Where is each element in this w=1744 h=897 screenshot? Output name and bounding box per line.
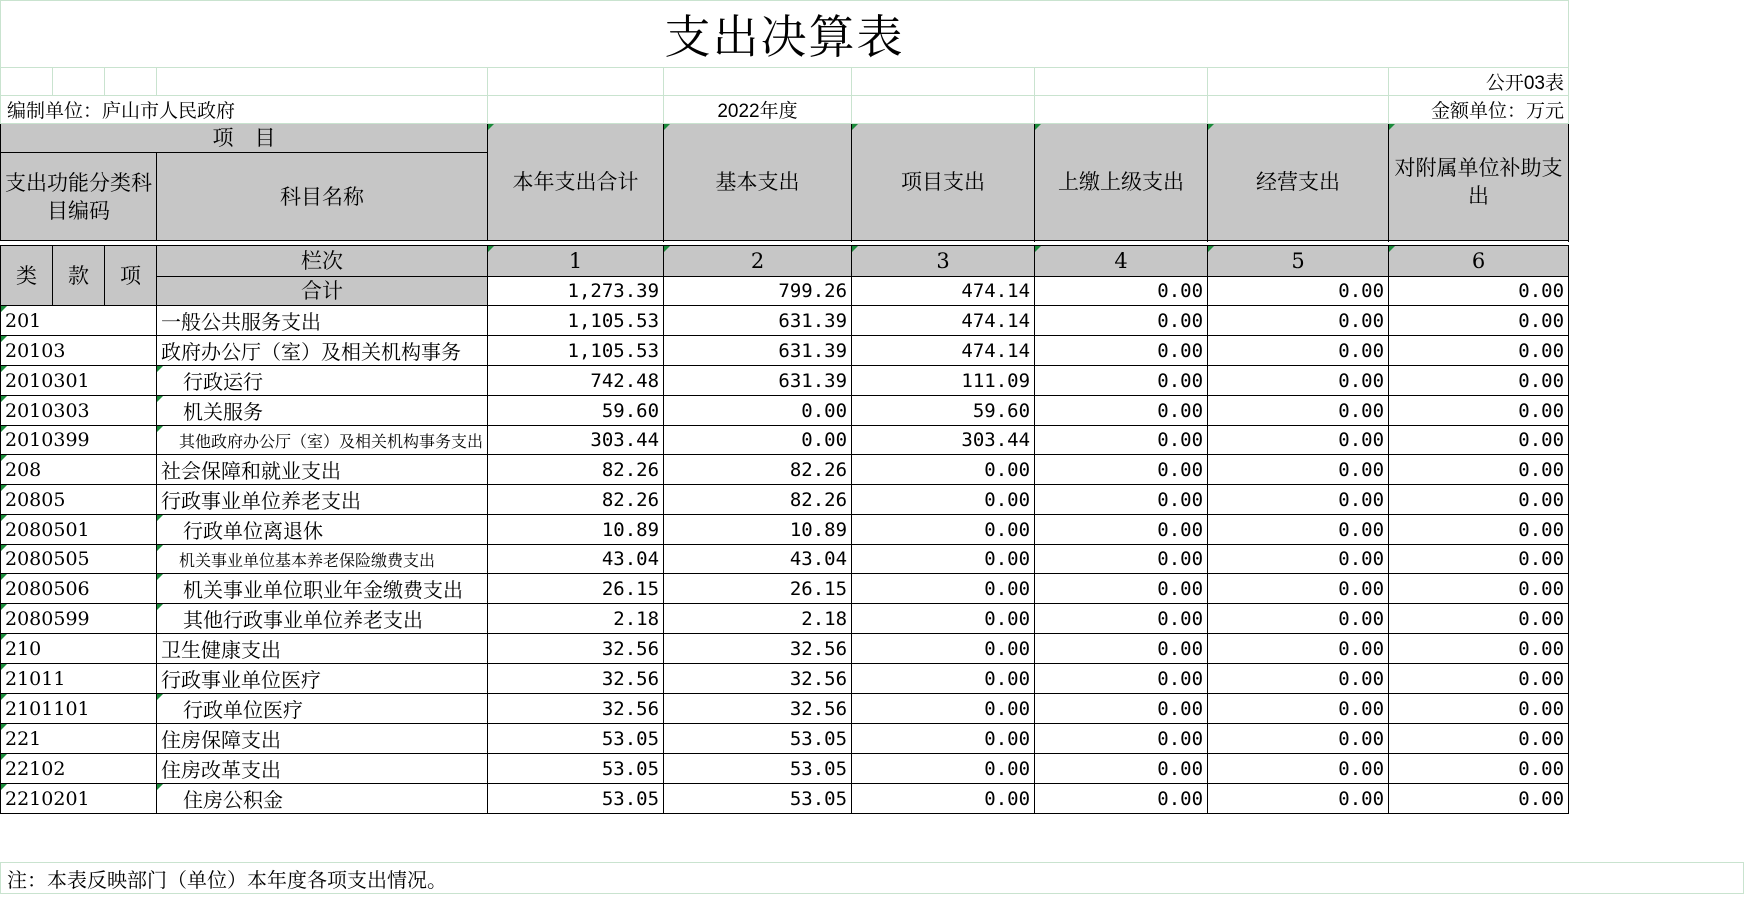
- row-value: 0.00: [1389, 694, 1569, 724]
- row-value: 0.00: [852, 634, 1035, 664]
- row-value: 0.00: [1389, 515, 1569, 545]
- row-code: 208: [1, 455, 157, 485]
- row-code: 22102: [1, 754, 157, 784]
- row-subject-name: 行政事业单位医疗: [157, 664, 488, 694]
- total-cell: 474.14: [852, 277, 1035, 306]
- row-code: 2210201: [1, 784, 157, 814]
- row-value: 0.00: [852, 664, 1035, 694]
- row-subject-name: 住房改革支出: [157, 754, 488, 784]
- footnote: 注：本表反映部门（单位）本年度各项支出情况。: [7, 867, 447, 892]
- row-subject-name: 行政运行: [157, 366, 488, 396]
- row-value: 0.00: [1208, 724, 1389, 754]
- row-value: 0.00: [1035, 574, 1208, 604]
- row-value: 303.44: [488, 426, 664, 455]
- table-row: [1, 724, 1569, 754]
- col-num-4: 4: [1035, 246, 1208, 277]
- row-value: 0.00: [1389, 664, 1569, 694]
- row-value: 53.05: [664, 724, 852, 754]
- currency-unit: 金额单位：万元: [1389, 96, 1569, 124]
- row-value: 0.00: [1035, 515, 1208, 545]
- row-value: 53.05: [488, 724, 664, 754]
- header-total: 本年支出合计: [488, 124, 664, 241]
- row-value: 0.00: [1389, 396, 1569, 426]
- row-value: 82.26: [664, 455, 852, 485]
- row-value: 1,105.53: [488, 336, 664, 366]
- row-value: 82.26: [664, 485, 852, 515]
- total-label: 合计: [157, 277, 488, 306]
- total-cell: 0.00: [1208, 277, 1389, 306]
- row-value: 2.18: [664, 604, 852, 634]
- row-subject-name: 其他政府办公厅（室）及相关机构事务支出: [157, 426, 488, 455]
- row-value: 0.00: [1035, 784, 1208, 814]
- table-row: [1, 336, 1569, 366]
- header-xiang: 项: [105, 246, 157, 306]
- row-value: 32.56: [664, 694, 852, 724]
- row-value: 0.00: [1389, 604, 1569, 634]
- row-value: 474.14: [852, 336, 1035, 366]
- table-row: [1, 604, 1569, 634]
- header-lei: 类: [1, 246, 53, 306]
- row-value: 0.00: [1035, 336, 1208, 366]
- table-row: [1, 366, 1569, 396]
- row-code: 2010303: [1, 396, 157, 426]
- table-row: [1, 426, 1569, 455]
- row-value: 10.89: [664, 515, 852, 545]
- header-kuan: 款: [53, 246, 105, 306]
- row-code: 2080501: [1, 515, 157, 545]
- row-value: 0.00: [1035, 754, 1208, 784]
- row-value: 26.15: [664, 574, 852, 604]
- row-value: 0.00: [1208, 336, 1389, 366]
- row-value: 32.56: [664, 664, 852, 694]
- row-code: 2080599: [1, 604, 157, 634]
- header-project-spend: 项目支出: [852, 124, 1035, 241]
- row-value: 2.18: [488, 604, 664, 634]
- table-row: [1, 754, 1569, 784]
- table-row: [1, 574, 1569, 604]
- row-value: 0.00: [1035, 485, 1208, 515]
- row-value: 0.00: [1389, 724, 1569, 754]
- preparing-unit: 编制单位：庐山市人民政府: [1, 96, 488, 124]
- row-value: 32.56: [488, 694, 664, 724]
- row-value: 631.39: [664, 306, 852, 336]
- row-value: 53.05: [664, 754, 852, 784]
- table-row: [1, 515, 1569, 545]
- row-value: 0.00: [1208, 574, 1389, 604]
- row-code: 20103: [1, 336, 157, 366]
- header-lanci: 栏次: [157, 246, 488, 277]
- row-value: 0.00: [1389, 754, 1569, 784]
- row-value: 0.00: [852, 754, 1035, 784]
- table-row: [1, 306, 1569, 336]
- col-num-6: 6: [1389, 246, 1569, 277]
- col-num-2: 2: [664, 246, 852, 277]
- row-value: 32.56: [488, 634, 664, 664]
- fiscal-year: 2022年度: [664, 96, 852, 124]
- row-value: 0.00: [1208, 515, 1389, 545]
- row-subject-name: 住房保障支出: [157, 724, 488, 754]
- row-value: 0.00: [1389, 784, 1569, 814]
- table-row: [1, 545, 1569, 574]
- row-code: 20805: [1, 485, 157, 515]
- table-row: [1, 396, 1569, 426]
- row-value: 0.00: [1035, 455, 1208, 485]
- row-subject-name: 其他行政事业单位养老支出: [157, 604, 488, 634]
- row-subject-name: 住房公积金: [157, 784, 488, 814]
- row-value: 32.56: [664, 634, 852, 664]
- row-value: 631.39: [664, 366, 852, 396]
- row-value: 0.00: [1035, 426, 1208, 455]
- header-project: 项 目: [1, 124, 488, 153]
- row-value: 53.05: [488, 784, 664, 814]
- total-row: [1, 277, 1569, 306]
- row-value: 0.00: [664, 426, 852, 455]
- col-num-5: 5: [1208, 246, 1389, 277]
- row-value: 59.60: [852, 396, 1035, 426]
- row-value: 0.00: [1208, 754, 1389, 784]
- row-value: 32.56: [488, 664, 664, 694]
- row-value: 0.00: [1035, 545, 1208, 574]
- row-value: 53.05: [664, 784, 852, 814]
- row-subject-name: 卫生健康支出: [157, 634, 488, 664]
- row-value: 0.00: [1389, 545, 1569, 574]
- row-value: 0.00: [1208, 366, 1389, 396]
- row-value: 0.00: [1208, 604, 1389, 634]
- footnote-row: [0, 862, 1744, 894]
- table-row: [1, 784, 1569, 814]
- row-value: 53.05: [488, 754, 664, 784]
- row-code: 2101101: [1, 694, 157, 724]
- row-value: 0.00: [1389, 634, 1569, 664]
- row-value: 0.00: [1208, 455, 1389, 485]
- row-value: 742.48: [488, 366, 664, 396]
- header-upper: 上缴上级支出: [1035, 124, 1208, 241]
- row-subject-name: 一般公共服务支出: [157, 306, 488, 336]
- row-value: 0.00: [1389, 336, 1569, 366]
- row-value: 0.00: [1208, 634, 1389, 664]
- header-subject-name: 科目名称: [157, 153, 488, 241]
- row-value: 59.60: [488, 396, 664, 426]
- row-value: 0.00: [1208, 306, 1389, 336]
- row-subject-name: 行政单位离退休: [157, 515, 488, 545]
- row-value: 0.00: [1035, 724, 1208, 754]
- row-value: 0.00: [1035, 604, 1208, 634]
- row-value: 0.00: [1389, 426, 1569, 455]
- row-value: 0.00: [1035, 306, 1208, 336]
- row-value: 0.00: [1208, 545, 1389, 574]
- row-value: 0.00: [1208, 694, 1389, 724]
- row-value: 0.00: [1035, 396, 1208, 426]
- row-value: 0.00: [1389, 306, 1569, 336]
- table-row: [1, 664, 1569, 694]
- row-value: 10.89: [488, 515, 664, 545]
- row-subject-name: 行政单位医疗: [157, 694, 488, 724]
- row-value: 0.00: [1208, 664, 1389, 694]
- row-value: 0.00: [1035, 694, 1208, 724]
- row-code: 2080506: [1, 574, 157, 604]
- row-value: 0.00: [1208, 485, 1389, 515]
- header-business: 经营支出: [1208, 124, 1389, 241]
- row-value: 303.44: [852, 426, 1035, 455]
- row-subject-name: 机关服务: [157, 396, 488, 426]
- table-row: [1, 455, 1569, 485]
- row-value: 0.00: [1389, 574, 1569, 604]
- row-value: 0.00: [852, 545, 1035, 574]
- row-value: 0.00: [1208, 426, 1389, 455]
- row-subject-name: 机关事业单位职业年金缴费支出: [157, 574, 488, 604]
- header-subsidy: 对附属单位补助支出: [1389, 124, 1569, 241]
- total-cell: 799.26: [664, 277, 852, 306]
- header-func-code: 支出功能分类科目编码: [1, 153, 157, 241]
- row-value: 0.00: [852, 574, 1035, 604]
- row-value: 0.00: [1035, 366, 1208, 396]
- row-value: 0.00: [1035, 634, 1208, 664]
- row-subject-name: 行政事业单位养老支出: [157, 485, 488, 515]
- col-num-1: 1: [488, 246, 664, 277]
- row-value: 0.00: [1389, 366, 1569, 396]
- row-value: 0.00: [1389, 455, 1569, 485]
- total-cell: 0.00: [1035, 277, 1208, 306]
- row-value: 0.00: [852, 784, 1035, 814]
- row-code: 21011: [1, 664, 157, 694]
- row-value: 0.00: [852, 694, 1035, 724]
- total-cell: 1,273.39: [488, 277, 664, 306]
- row-value: 0.00: [1208, 784, 1389, 814]
- row-value: 474.14: [852, 306, 1035, 336]
- total-cell: 0.00: [1389, 277, 1569, 306]
- row-code: 201: [1, 306, 157, 336]
- row-value: 0.00: [1035, 664, 1208, 694]
- row-value: 82.26: [488, 455, 664, 485]
- row-code: 2010399: [1, 426, 157, 455]
- data-table: [0, 245, 1569, 814]
- table-row: [1, 485, 1569, 515]
- row-code: 2010301: [1, 366, 157, 396]
- row-value: 111.09: [852, 366, 1035, 396]
- form-number: 公开03表: [1389, 68, 1569, 96]
- row-value: 631.39: [664, 336, 852, 366]
- row-value: 0.00: [1389, 485, 1569, 515]
- row-subject-name: 政府办公厅（室）及相关机构事务: [157, 336, 488, 366]
- header-basic: 基本支出: [664, 124, 852, 241]
- row-value: 0.00: [852, 604, 1035, 634]
- row-value: 43.04: [488, 545, 664, 574]
- row-value: 0.00: [852, 485, 1035, 515]
- row-value: 0.00: [1208, 396, 1389, 426]
- report-title: 支出决算表: [1, 1, 1569, 68]
- row-subject-name: 社会保障和就业支出: [157, 455, 488, 485]
- expenditure-table: [0, 0, 1569, 241]
- row-value: 0.00: [852, 515, 1035, 545]
- row-value: 0.00: [852, 455, 1035, 485]
- col-num-3: 3: [852, 246, 1035, 277]
- table-row: [1, 634, 1569, 664]
- row-value: 0.00: [664, 396, 852, 426]
- row-code: 2080505: [1, 545, 157, 574]
- row-value: 0.00: [852, 724, 1035, 754]
- row-value: 1,105.53: [488, 306, 664, 336]
- row-subject-name: 机关事业单位基本养老保险缴费支出: [157, 545, 488, 574]
- row-value: 26.15: [488, 574, 664, 604]
- row-code: 210: [1, 634, 157, 664]
- table-row: [1, 694, 1569, 724]
- row-value: 82.26: [488, 485, 664, 515]
- row-value: 43.04: [664, 545, 852, 574]
- row-code: 221: [1, 724, 157, 754]
